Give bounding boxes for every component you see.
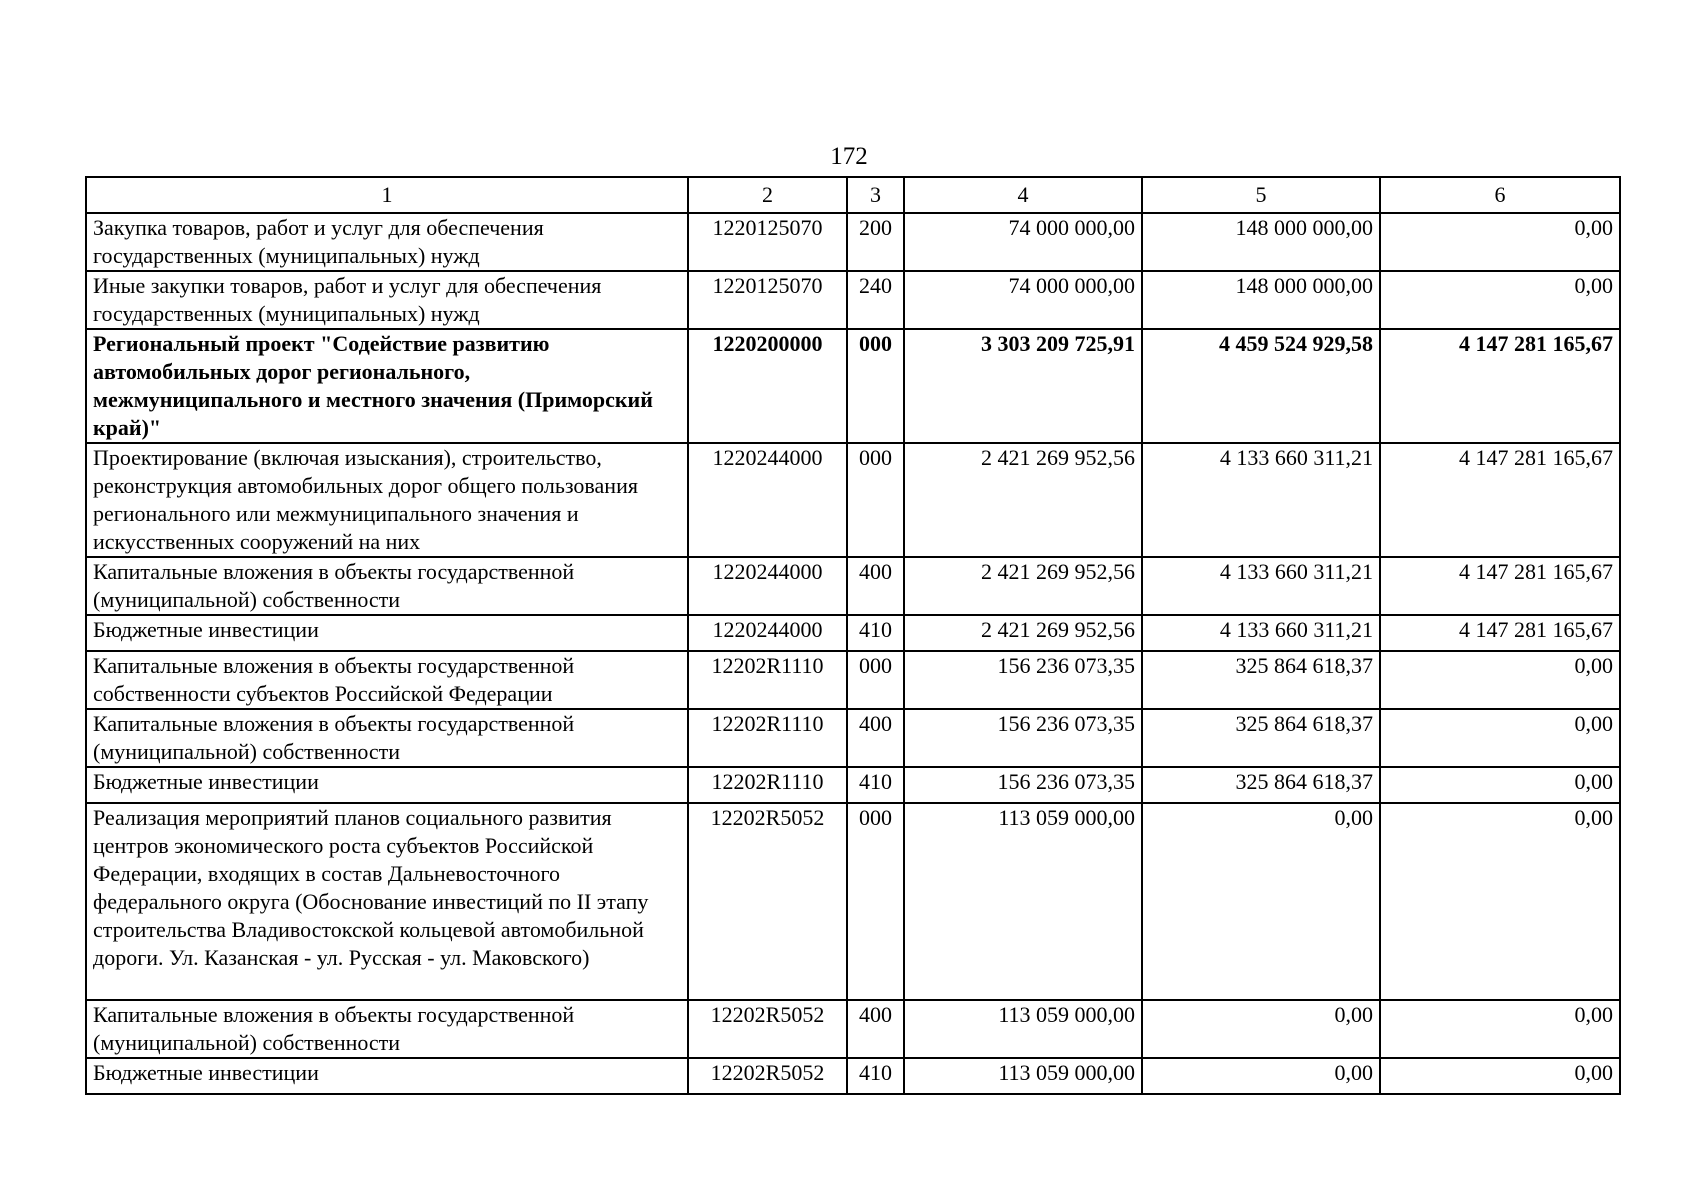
amount-col4-cell: 2 421 269 952,56 [904,557,1142,615]
amount-col6-cell: 0,00 [1380,767,1620,803]
column-header-5: 5 [1142,177,1380,213]
amount-col6-cell: 0,00 [1380,803,1620,1000]
amount-col4-cell: 113 059 000,00 [904,1000,1142,1058]
amount-col4-cell: 156 236 073,35 [904,709,1142,767]
target-code-cell: 1220244000 [688,443,847,557]
amount-col4-cell: 2 421 269 952,56 [904,443,1142,557]
expense-type-cell: 410 [847,767,904,803]
amount-col6-cell: 0,00 [1380,213,1620,271]
table-row [86,329,1620,443]
amount-col4-cell: 113 059 000,00 [904,803,1142,1000]
column-header-4: 4 [904,177,1142,213]
column-header-6: 6 [1380,177,1620,213]
amount-col4-cell: 74 000 000,00 [904,213,1142,271]
expense-type-cell: 000 [847,443,904,557]
target-code-cell: 1220200000 [688,329,847,443]
amount-col6-cell: 0,00 [1380,1000,1620,1058]
amount-col5-cell: 148 000 000,00 [1142,213,1380,271]
table-row [86,767,1620,803]
table-row [86,557,1620,615]
row-name-cell: Бюджетные инвестиции [86,1058,688,1094]
table-row [86,1000,1620,1058]
target-code-cell: 1220244000 [688,557,847,615]
column-header-1: 1 [86,177,688,213]
expense-type-cell: 000 [847,803,904,1000]
budget-table [85,176,1621,1095]
amount-col6-cell: 0,00 [1380,271,1620,329]
amount-col6-cell: 4 147 281 165,67 [1380,557,1620,615]
amount-col4-cell: 113 059 000,00 [904,1058,1142,1094]
amount-col5-cell: 325 864 618,37 [1142,767,1380,803]
expense-type-cell: 400 [847,709,904,767]
amount-col4-cell: 156 236 073,35 [904,651,1142,709]
table-row [86,443,1620,557]
table-row [86,709,1620,767]
row-name-cell: Капитальные вложения в объекты государственной (муниципальной) собственности [86,557,688,615]
expense-type-cell: 400 [847,1000,904,1058]
row-name-cell: Бюджетные инвестиции [86,767,688,803]
amount-col6-cell: 4 147 281 165,67 [1380,443,1620,557]
amount-col5-cell: 4 133 660 311,21 [1142,443,1380,557]
table-row [86,213,1620,271]
target-code-cell: 12202R5052 [688,1000,847,1058]
target-code-cell: 1220125070 [688,213,847,271]
table-row [86,1058,1620,1094]
target-code-cell: 1220125070 [688,271,847,329]
header-row [86,177,1620,213]
expense-type-cell: 400 [847,557,904,615]
amount-col5-cell: 325 864 618,37 [1142,651,1380,709]
amount-col6-cell: 4 147 281 165,67 [1380,615,1620,651]
row-name-cell: Проектирование (включая изыскания), строительство, реконструкция автомобильных дорог общего пользования регионального или межмуниципального значения и искусственных сооружений на них [86,443,688,557]
amount-col5-cell: 0,00 [1142,1058,1380,1094]
expense-type-cell: 410 [847,1058,904,1094]
amount-col5-cell: 0,00 [1142,1000,1380,1058]
target-code-cell: 1220244000 [688,615,847,651]
row-name-cell: Закупка товаров, работ и услуг для обеспечения государственных (муниципальных) нужд [86,213,688,271]
row-name-cell: Реализация мероприятий планов социального развития центров экономического роста субъектов Российской Федерации, входящих в состав Дальневосточного федерального округа (Обоснование инвестиций по II этапу строительства Владивостокской кольцевой автомобильной дороги. Ул. Казанская - ул. Русская - ул. Маковского) [86,803,688,1000]
column-header-3: 3 [847,177,904,213]
table-row [86,615,1620,651]
row-name-cell: Региональный проект "Содействие развитию автомобильных дорог регионального, межмуниципального и местного значения (Приморский край)" [86,329,688,443]
amount-col5-cell: 148 000 000,00 [1142,271,1380,329]
expense-type-cell: 200 [847,213,904,271]
table-body [86,213,1620,1094]
page-number: 172 [830,143,868,170]
amount-col4-cell: 2 421 269 952,56 [904,615,1142,651]
amount-col6-cell: 0,00 [1380,1058,1620,1094]
amount-col5-cell: 4 459 524 929,58 [1142,329,1380,443]
amount-col4-cell: 74 000 000,00 [904,271,1142,329]
row-name-cell: Капитальные вложения в объекты государственной собственности субъектов Российской Федерации [86,651,688,709]
amount-col5-cell: 0,00 [1142,803,1380,1000]
table-header [86,177,1620,213]
target-code-cell: 12202R1110 [688,767,847,803]
amount-col6-cell: 0,00 [1380,709,1620,767]
row-name-cell: Бюджетные инвестиции [86,615,688,651]
expense-type-cell: 000 [847,329,904,443]
amount-col5-cell: 4 133 660 311,21 [1142,557,1380,615]
expense-type-cell: 410 [847,615,904,651]
amount-col5-cell: 325 864 618,37 [1142,709,1380,767]
target-code-cell: 12202R5052 [688,1058,847,1094]
row-name-cell: Капитальные вложения в объекты государственной (муниципальной) собственности [86,1000,688,1058]
expense-type-cell: 000 [847,651,904,709]
amount-col6-cell: 0,00 [1380,651,1620,709]
amount-col4-cell: 3 303 209 725,91 [904,329,1142,443]
table-row [86,651,1620,709]
amount-col5-cell: 4 133 660 311,21 [1142,615,1380,651]
target-code-cell: 12202R1110 [688,709,847,767]
row-name-cell: Капитальные вложения в объекты государственной (муниципальной) собственности [86,709,688,767]
expense-type-cell: 240 [847,271,904,329]
amount-col4-cell: 156 236 073,35 [904,767,1142,803]
target-code-cell: 12202R1110 [688,651,847,709]
amount-col6-cell: 4 147 281 165,67 [1380,329,1620,443]
table-row [86,803,1620,1000]
target-code-cell: 12202R5052 [688,803,847,1000]
column-header-2: 2 [688,177,847,213]
table-row [86,271,1620,329]
row-name-cell: Иные закупки товаров, работ и услуг для обеспечения государственных (муниципальных) нужд [86,271,688,329]
